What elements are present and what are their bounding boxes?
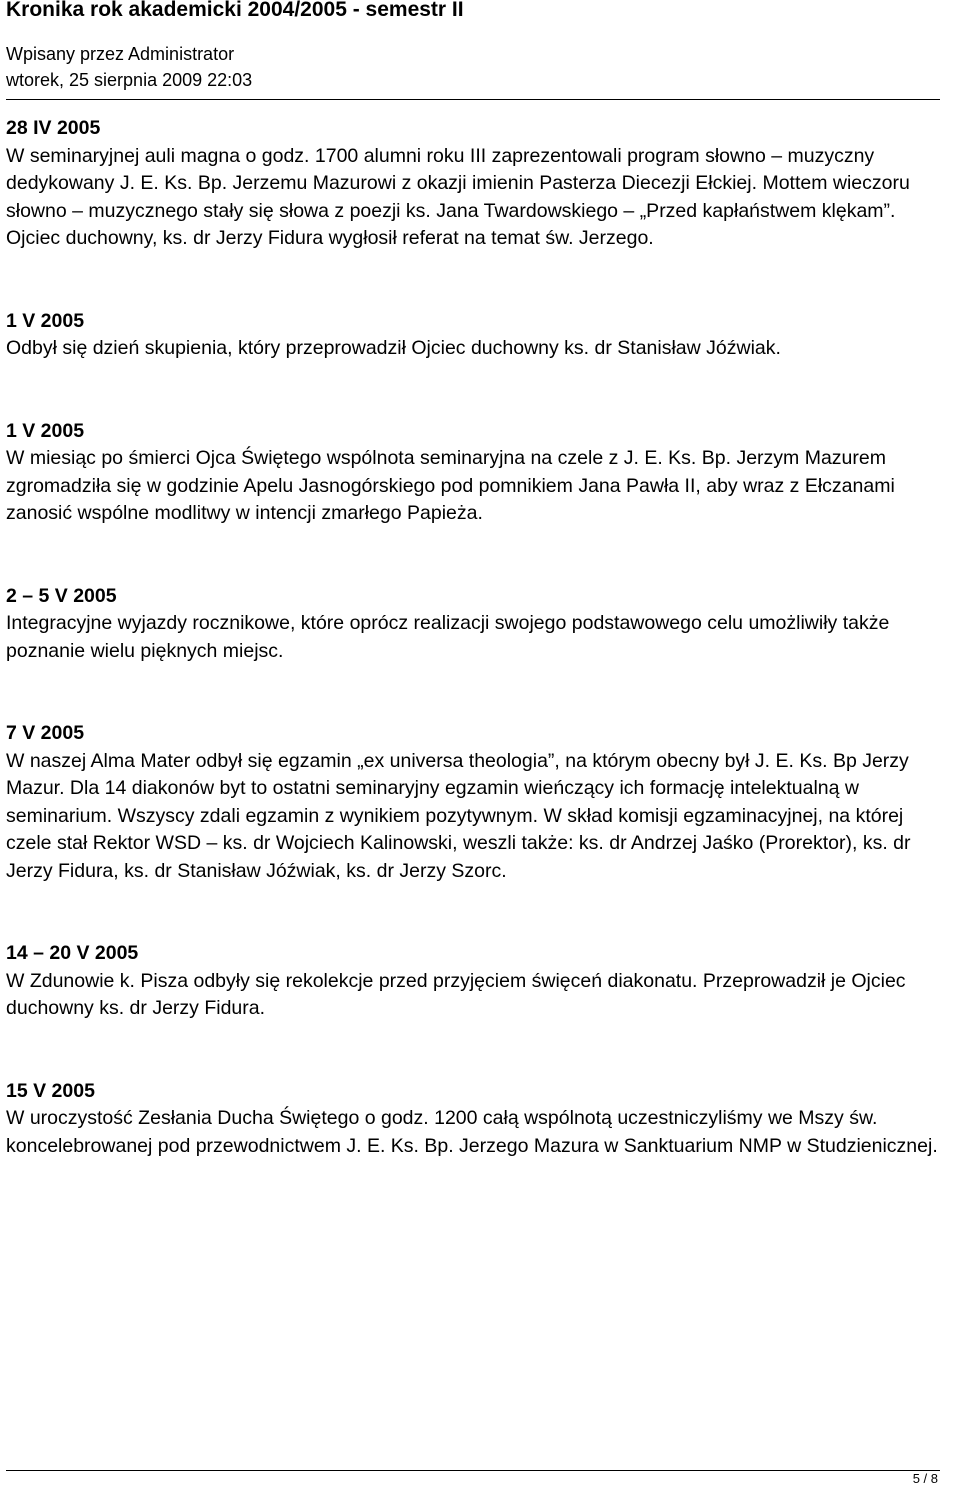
chronicle-entry xyxy=(6,418,941,528)
footer-divider xyxy=(6,1470,940,1471)
entry-date: 14 – 20 V 2005 xyxy=(6,942,139,964)
entry-text: W uroczystość Zesłania Ducha Świętego o godz. 1200 całą wspólnotą uczestniczyliśmy we Mszy św. koncelebrowanej pod przewodnictwem J. E. Ks. Bp. Jerzego Mazura w Sanktuarium NMP w Studzienicznej. xyxy=(6,1107,938,1157)
author-line: Wpisany przez Administrator xyxy=(6,44,235,64)
entry-text: W naszej Alma Mater odbył się egzamin „ex universa theologia”, na którym obecny był J. E. Ks. Bp Jerzy Mazur. Dla 14 diakonów byt to ostatni seminaryjny egzamin wieńczący ich formację intelektualną w seminarium. Wszyscy zdali egzamin z wynikiem pozytywnym. W skład komisji egzaminacyjnej, na której czele stał Rektor WSD – ks. dr Wojciech Kalinowski, weszli także: ks. dr Andrzej Jaśko (Prorektor), ks. dr Jerzy Fidura, ks. dr Stanisław Jóźwiak, ks. dr Jerzy Szorc. xyxy=(6,749,911,882)
entry-date: 28 IV 2005 xyxy=(6,117,101,139)
chronicle-entry xyxy=(6,720,941,885)
chronicle-entries xyxy=(6,115,941,1215)
chronicle-entry xyxy=(6,940,941,1023)
entry-date: 15 V 2005 xyxy=(6,1079,95,1102)
page-title: Kronika rok akademicki 2004/2005 - semestr II xyxy=(6,0,464,21)
date-line: wtorek, 25 sierpnia 2009 22:03 xyxy=(6,70,253,90)
header-divider xyxy=(6,99,940,100)
entry-text: W seminaryjnej auli magna o godz. 1700 alumni roku III zaprezentowali program słowno – muzyczny dedykowany J. E. Ks. Bp. Jerzemu Mazurowi z okazji imienin Pasterza Diecezji Ełckiej. Mottem wieczoru słowno – muzycznego stały się słowa z poezji ks. Jana Twardowskiego – „Przed kapłaństwem klękam”. Ojciec duchowny, ks. dr Jerzy Fidura wygłosił referat na temat św. Jerzego. xyxy=(6,144,910,249)
entry-date: 1 V 2005 xyxy=(6,419,85,442)
entry-text: Odbył się dzień skupienia, który przeprowadził Ojciec duchowny ks. dr Stanisław Jóźwiak. xyxy=(6,337,781,359)
page-number: 5 / 8 xyxy=(912,1471,938,1486)
entry-date: 7 V 2005 xyxy=(6,722,85,744)
entry-text: W Zdunowie k. Pisza odbyły się rekolekcje przed przyjęciem święceń diakonatu. Przeprowadził je Ojciec duchowny ks. dr Jerzy Fidura. xyxy=(6,969,906,1019)
entry-date: 2 – 5 V 2005 xyxy=(6,584,117,607)
article-meta xyxy=(6,41,252,93)
chronicle-entry xyxy=(6,308,941,363)
chronicle-entry xyxy=(6,583,941,666)
entry-date: 1 V 2005 xyxy=(6,309,85,332)
chronicle-entry xyxy=(6,1078,941,1161)
entry-text: Integracyjne wyjazdy rocznikowe, które oprócz realizacji swojego podstawowego celu umożliwiły także poznanie wielu pięknych miejsc. xyxy=(6,612,890,662)
entry-text: W miesiąc po śmierci Ojca Świętego wspólnota seminaryjna na czele z J. E. Ks. Bp. Jerzym Mazurem zgromadziła się w godzinie Apelu Jasnogórskiego pod pomnikiem Jana Pawła II, aby wraz z Ełczanami zanosić wspólne modlitwy w intencji zmarłego Papieża. xyxy=(6,447,895,524)
chronicle-entry xyxy=(6,115,941,253)
